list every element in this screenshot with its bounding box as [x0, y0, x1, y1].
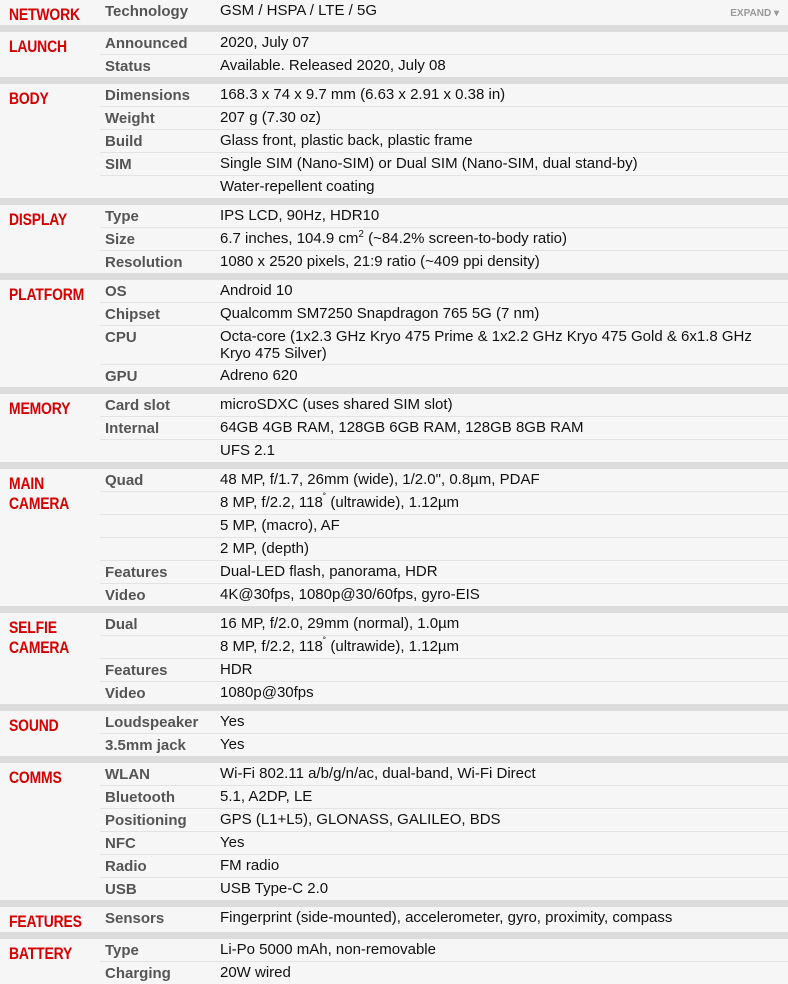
spec-value-text: GSM / HSPA / LTE / 5G: [220, 2, 377, 19]
spec-rows: [100, 84, 788, 198]
section-title: SELFIE CAMERA: [9, 618, 70, 657]
spec-section-platform: [0, 280, 788, 394]
spec-row: [100, 365, 788, 387]
spec-value-superscript: ˚: [322, 493, 327, 504]
spec-value-text: 8 MP, f/2.2, 118: [220, 638, 323, 655]
spec-value-text: Qualcomm SM7250 Snapdragon 765 5G (7 nm): [220, 305, 540, 322]
spec-value: [220, 613, 788, 635]
spec-value: [220, 538, 788, 560]
spec-label: [100, 515, 220, 537]
spec-row: [100, 538, 788, 561]
spec-label: Dual: [105, 616, 138, 633]
spec-value: [220, 584, 788, 606]
spec-value: [220, 855, 788, 877]
spec-row: [100, 939, 788, 962]
expand-button[interactable]: EXPAND ▾: [730, 8, 779, 19]
spec-value: [220, 0, 788, 22]
spec-row: [100, 303, 788, 326]
spec-label: Status: [105, 58, 151, 75]
spec-row: [100, 394, 788, 417]
section-title: PLATFORM: [9, 285, 85, 304]
spec-row: [100, 492, 788, 515]
spec-row: [100, 584, 788, 606]
spec-value: [220, 417, 788, 439]
spec-value-text: Wi-Fi 802.11 a/b/g/n/ac, dual-band, Wi-Fi Direct: [220, 765, 536, 782]
spec-value: [220, 763, 788, 785]
spec-row: [100, 636, 788, 659]
spec-value-text: Yes: [220, 834, 245, 851]
section-title: BODY: [9, 89, 49, 108]
spec-section-sound: [0, 711, 788, 763]
spec-value: [220, 469, 788, 491]
spec-value: [220, 907, 788, 929]
spec-row: [100, 107, 788, 130]
spec-value: [220, 878, 788, 900]
spec-value-text: Android 10: [220, 282, 293, 299]
spec-value-text: 8 MP, f/2.2, 118: [220, 494, 323, 511]
spec-value: [220, 832, 788, 854]
spec-value: [220, 32, 788, 54]
spec-value-suffix: (~84.2% screen-to-body ratio): [363, 230, 567, 247]
spec-label: Video: [105, 587, 146, 604]
spec-row: [100, 32, 788, 55]
spec-value-text: Single SIM (Nano-SIM) or Dual SIM (Nano-SIM, dual stand-by): [220, 155, 638, 172]
spec-value: [220, 251, 788, 273]
spec-value-text: Yes: [220, 713, 245, 730]
spec-row: [100, 855, 788, 878]
section-title: MEMORY: [9, 399, 71, 418]
spec-value-text: 4K@30fps, 1080p@30/60fps, gyro-EIS: [220, 586, 480, 603]
spec-value: [220, 176, 788, 198]
spec-value: [220, 636, 788, 658]
spec-label: WLAN: [105, 766, 150, 783]
spec-value: [220, 939, 788, 961]
spec-section-features: [0, 907, 788, 939]
spec-row: [100, 561, 788, 584]
spec-value-text: Octa-core (1x2.3 GHz Kryo 475 Prime & 1x2.2 GHz Kryo 475 Gold & 6x1.8 GHz Kryo 475 Silver): [220, 328, 752, 362]
spec-value: [220, 153, 788, 175]
spec-value-text: 2 MP, (depth): [220, 540, 309, 557]
spec-section-launch: [0, 32, 788, 84]
spec-label: NFC: [105, 835, 136, 852]
spec-label: OS: [105, 283, 127, 300]
spec-value: [220, 84, 788, 106]
spec-rows: [100, 763, 788, 900]
spec-row: [100, 205, 788, 228]
spec-label: Features: [105, 564, 168, 581]
spec-value-text: Available. Released 2020, July 08: [220, 57, 446, 74]
spec-value-text: Dual-LED flash, panorama, HDR: [220, 563, 438, 580]
spec-label: Radio: [105, 858, 147, 875]
spec-section-memory: [0, 394, 788, 469]
spec-value-text: 1080p@30fps: [220, 684, 314, 701]
spec-section-display: [0, 205, 788, 280]
spec-value: [220, 130, 788, 152]
spec-row: [100, 878, 788, 900]
spec-value-text: 16 MP, f/2.0, 29mm (normal), 1.0µm: [220, 615, 460, 632]
spec-label: Charging: [105, 965, 171, 982]
spec-label: Chipset: [105, 306, 161, 323]
spec-label: Dimensions: [105, 87, 191, 104]
spec-row: [100, 469, 788, 492]
spec-row: [100, 515, 788, 538]
spec-value-text: USB Type-C 2.0: [220, 880, 329, 897]
spec-value-text: Adreno 620: [220, 367, 298, 384]
spec-label: GPU: [105, 368, 138, 385]
spec-value-text: Fingerprint (side-mounted), accelerometer, gyro, proximity, compass: [220, 909, 673, 926]
spec-label: [100, 538, 220, 560]
section-title: LAUNCH: [9, 37, 67, 56]
spec-value: [220, 394, 788, 416]
spec-value-text: Water-repellent coating: [220, 178, 375, 195]
spec-label: [100, 440, 220, 462]
spec-value-text: Glass front, plastic back, plastic frame: [220, 132, 473, 149]
spec-row: [100, 153, 788, 176]
spec-row: [100, 251, 788, 273]
spec-value-superscript: 2: [358, 229, 364, 240]
spec-label: Features: [105, 662, 168, 679]
spec-row: [100, 962, 788, 984]
spec-value-suffix: (ultrawide), 1.12µm: [326, 638, 460, 655]
spec-value-text: 207 g (7.30 oz): [220, 109, 321, 126]
spec-row: [100, 0, 788, 22]
spec-row: [100, 130, 788, 153]
spec-section-network: [0, 0, 788, 32]
spec-label: [100, 492, 220, 514]
spec-label: Weight: [105, 110, 155, 127]
spec-value: [220, 365, 788, 387]
spec-label: Announced: [105, 35, 188, 52]
spec-value: [220, 561, 788, 583]
spec-rows: [100, 205, 788, 273]
spec-value-text: Li-Po 5000 mAh, non-removable: [220, 941, 436, 958]
spec-value-text: 64GB 4GB RAM, 128GB 6GB RAM, 128GB 8GB RAM: [220, 419, 584, 436]
spec-row: [100, 613, 788, 636]
spec-label: SIM: [105, 156, 132, 173]
spec-section-main-camera: [0, 469, 788, 613]
spec-label: USB: [105, 881, 137, 898]
spec-row: [100, 734, 788, 756]
spec-value: [220, 55, 788, 77]
spec-value: [220, 205, 788, 227]
spec-value-text: 1080 x 2520 pixels, 21:9 ratio (~409 ppi density): [220, 253, 540, 270]
spec-label: CPU: [105, 329, 137, 346]
spec-row: [100, 326, 788, 365]
spec-value: [220, 682, 788, 704]
spec-value-text: 168.3 x 74 x 9.7 mm (6.63 x 2.91 x 0.38 in): [220, 86, 506, 103]
spec-label: Card slot: [105, 397, 171, 414]
spec-value-superscript: ˚: [322, 637, 327, 648]
spec-label: Sensors: [105, 910, 165, 927]
spec-rows: [100, 0, 788, 25]
spec-value-text: 6.7 inches, 104.9 cm: [220, 230, 359, 247]
spec-row: [100, 440, 788, 462]
spec-label: Type: [105, 208, 139, 225]
spec-rows: [100, 32, 788, 77]
spec-label: Bluetooth: [105, 789, 175, 806]
spec-rows: [100, 394, 788, 462]
spec-row: [100, 417, 788, 440]
spec-row: [100, 228, 788, 251]
spec-rows: [100, 613, 788, 704]
spec-label: Type: [105, 942, 139, 959]
spec-value: [220, 711, 788, 733]
spec-label: [100, 636, 220, 658]
section-title: COMMS: [9, 768, 62, 787]
spec-row: [100, 682, 788, 704]
spec-rows: [100, 939, 788, 984]
spec-label: Internal: [105, 420, 160, 437]
spec-value-text: 48 MP, f/1.7, 26mm (wide), 1/2.0", 0.8µm, PDAF: [220, 471, 540, 488]
spec-value-text: 2020, July 07: [220, 34, 310, 51]
spec-section-battery: [0, 939, 788, 984]
spec-row: [100, 280, 788, 303]
spec-value: [220, 107, 788, 129]
spec-value-text: 20W wired: [220, 964, 291, 981]
spec-row: [100, 176, 788, 198]
spec-value: [220, 659, 788, 681]
spec-section-body: [0, 84, 788, 205]
spec-value-text: GPS (L1+L5), GLONASS, GALILEO, BDS: [220, 811, 501, 828]
section-title: MAIN CAMERA: [9, 474, 70, 513]
spec-label: Quad: [105, 472, 144, 489]
spec-rows: [100, 469, 788, 606]
spec-value: [220, 492, 788, 514]
spec-row: [100, 832, 788, 855]
section-title: DISPLAY: [9, 210, 68, 229]
spec-value: [220, 809, 788, 831]
spec-value: [220, 228, 788, 250]
spec-value-text: UFS 2.1: [220, 442, 276, 459]
spec-rows: [100, 907, 788, 932]
spec-label: [100, 176, 220, 198]
spec-value-text: Yes: [220, 736, 245, 753]
spec-row: [100, 55, 788, 77]
spec-value: [220, 280, 788, 302]
spec-value: [220, 515, 788, 537]
section-title: SOUND: [9, 716, 59, 735]
spec-label: Size: [105, 231, 136, 248]
spec-label: 3.5mm jack: [105, 737, 186, 754]
spec-row: [100, 763, 788, 786]
spec-row: [100, 809, 788, 832]
spec-value: [220, 786, 788, 808]
spec-rows: [100, 280, 788, 387]
spec-row: [100, 907, 788, 929]
spec-rows: [100, 711, 788, 756]
spec-value-text: 5.1, A2DP, LE: [220, 788, 313, 805]
spec-label: Video: [105, 685, 146, 702]
spec-row: [100, 659, 788, 682]
section-title: FEATURES: [9, 912, 82, 931]
spec-section-selfie-camera: [0, 613, 788, 711]
spec-label: Resolution: [105, 254, 183, 271]
spec-label: Positioning: [105, 812, 187, 829]
spec-label: Loudspeaker: [105, 714, 199, 731]
spec-value: [220, 440, 788, 462]
spec-value-text: FM radio: [220, 857, 280, 874]
spec-row: [100, 84, 788, 107]
spec-value: [220, 326, 788, 364]
spec-row: [100, 786, 788, 809]
spec-value: [220, 962, 788, 984]
spec-value-text: microSDXC (uses shared SIM slot): [220, 396, 453, 413]
spec-row: [100, 711, 788, 734]
spec-label: Technology: [105, 3, 189, 20]
spec-section-comms: [0, 763, 788, 907]
spec-value-text: HDR: [220, 661, 253, 678]
spec-value-text: 5 MP, (macro), AF: [220, 517, 340, 534]
spec-value-text: IPS LCD, 90Hz, HDR10: [220, 207, 380, 224]
spec-value: [220, 734, 788, 756]
section-title: NETWORK: [9, 5, 80, 24]
spec-value-suffix: (ultrawide), 1.12µm: [326, 494, 460, 511]
spec-label: Build: [105, 133, 143, 150]
spec-value: [220, 303, 788, 325]
section-title: BATTERY: [9, 944, 73, 963]
